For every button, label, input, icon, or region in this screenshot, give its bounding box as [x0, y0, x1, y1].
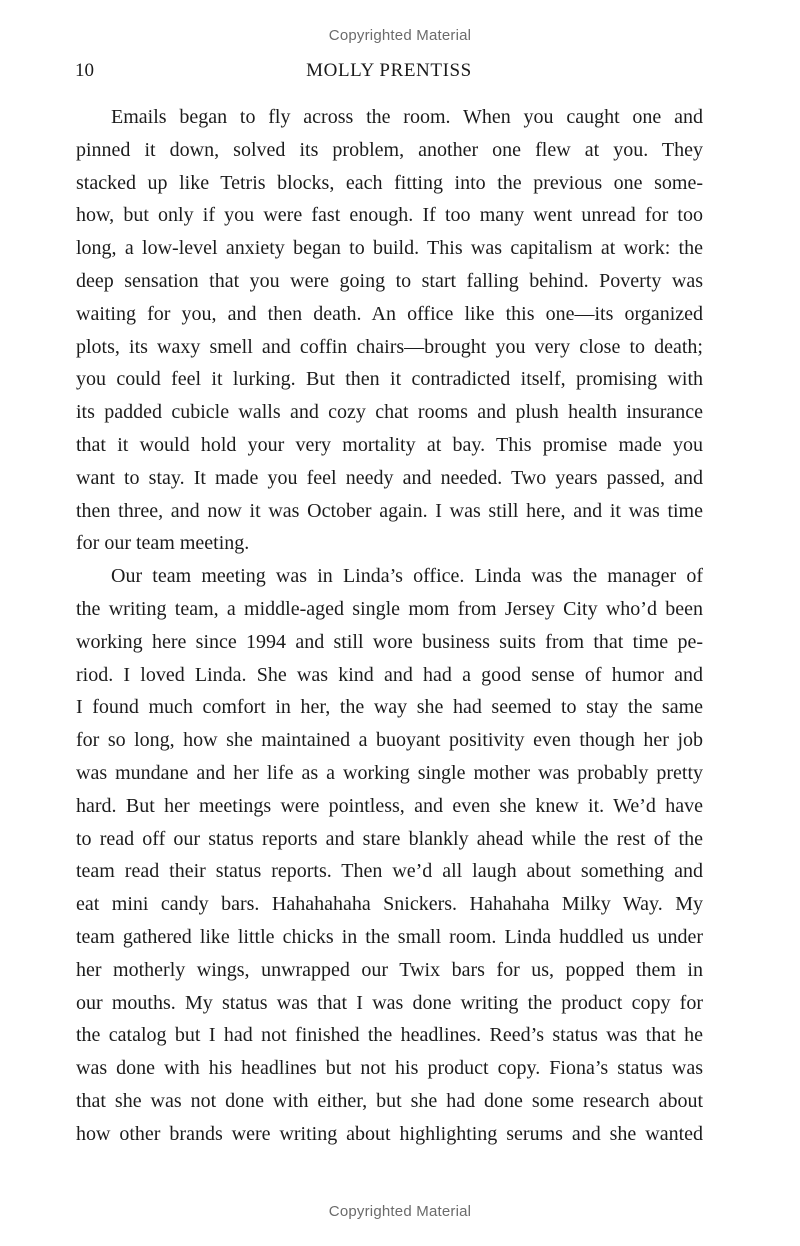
text-line: for our team meeting.	[76, 532, 250, 555]
text-line: the catalog but I had not finished the headlines. Reed’s status was that he	[76, 1024, 703, 1047]
text-line: team read their status reports. Then we’d all laugh about something and	[76, 860, 703, 883]
text-line: riod. I loved Linda. She was kind and had a good sense of humor and	[76, 663, 703, 686]
text-line: eat mini candy bars. Hahahahaha Snickers. Hahahaha Milky Way. My	[76, 893, 703, 916]
text-line: hard. But her meetings were pointless, and even she knew it. We’d have	[76, 794, 703, 817]
text-line: long, a low-level anxiety began to build. This was capitalism at work: the	[76, 237, 703, 260]
text-line: her motherly wings, unwrapped our Twix bars for us, popped them in	[76, 958, 703, 981]
text-line: that it would hold your very mortality at bay. This promise made you	[76, 433, 703, 456]
text-line: stacked up like Tetris blocks, each fitting into the previous one some-	[76, 171, 703, 194]
text-line: how, but only if you were fast enough. If too many went unread for too	[76, 204, 703, 227]
text-line: to read off our status reports and stare blankly ahead while the rest of the	[76, 827, 703, 850]
text-line: plots, its waxy smell and coffin chairs—brought you very close to death;	[76, 335, 703, 358]
text-line: Our team meeting was in Linda’s office. Linda was the manager of	[111, 565, 703, 588]
text-line: waiting for you, and then death. An office like this one—its organized	[76, 302, 703, 325]
text-line: its padded cubicle walls and cozy chat rooms and plush health insurance	[76, 401, 703, 424]
copyright-watermark-top: Copyrighted Material	[328, 27, 472, 44]
copyright-watermark-bottom: Copyrighted Material	[328, 1203, 472, 1220]
text-line: pinned it down, solved its problem, another one flew at you. They	[76, 138, 703, 161]
text-line: then three, and now it was October again. I was still here, and it was time	[76, 499, 703, 522]
text-line: deep sensation that you were going to start falling behind. Poverty was	[76, 269, 703, 292]
running-head	[75, 60, 703, 86]
text-line: team gathered like little chicks in the small room. Linda huddled us under	[76, 925, 703, 948]
text-line: you could feel it lurking. But then it contradicted itself, promising with	[76, 368, 703, 391]
text-line: how other brands were writing about highlighting serums and she wanted	[76, 1122, 703, 1145]
text-line: was done with his headlines but not his product copy. Fiona’s status was	[76, 1057, 703, 1080]
text-line: for so long, how she maintained a buoyant positivity even though her job	[76, 729, 703, 752]
text-line: the writing team, a middle-aged single mom from Jersey City who’d been	[76, 597, 703, 620]
text-line: want to stay. It made you feel needy and needed. Two years passed, and	[76, 466, 703, 489]
text-line: working here since 1994 and still wore business suits from that time pe-	[76, 630, 703, 653]
text-line: that she was not done with either, but she had done some research about	[76, 1089, 703, 1112]
page-number: 10	[75, 60, 94, 81]
running-title: MOLLY PRENTISS	[306, 60, 472, 81]
text-line: was mundane and her life as a working single mother was probably pretty	[76, 761, 703, 784]
body-text	[76, 101, 703, 1151]
text-line: I found much comfort in her, the way she had seemed to stay the same	[76, 696, 703, 719]
text-line: our mouths. My status was that I was done writing the product copy for	[76, 991, 703, 1014]
text-line: Emails began to fly across the room. When you caught one and	[111, 106, 703, 128]
